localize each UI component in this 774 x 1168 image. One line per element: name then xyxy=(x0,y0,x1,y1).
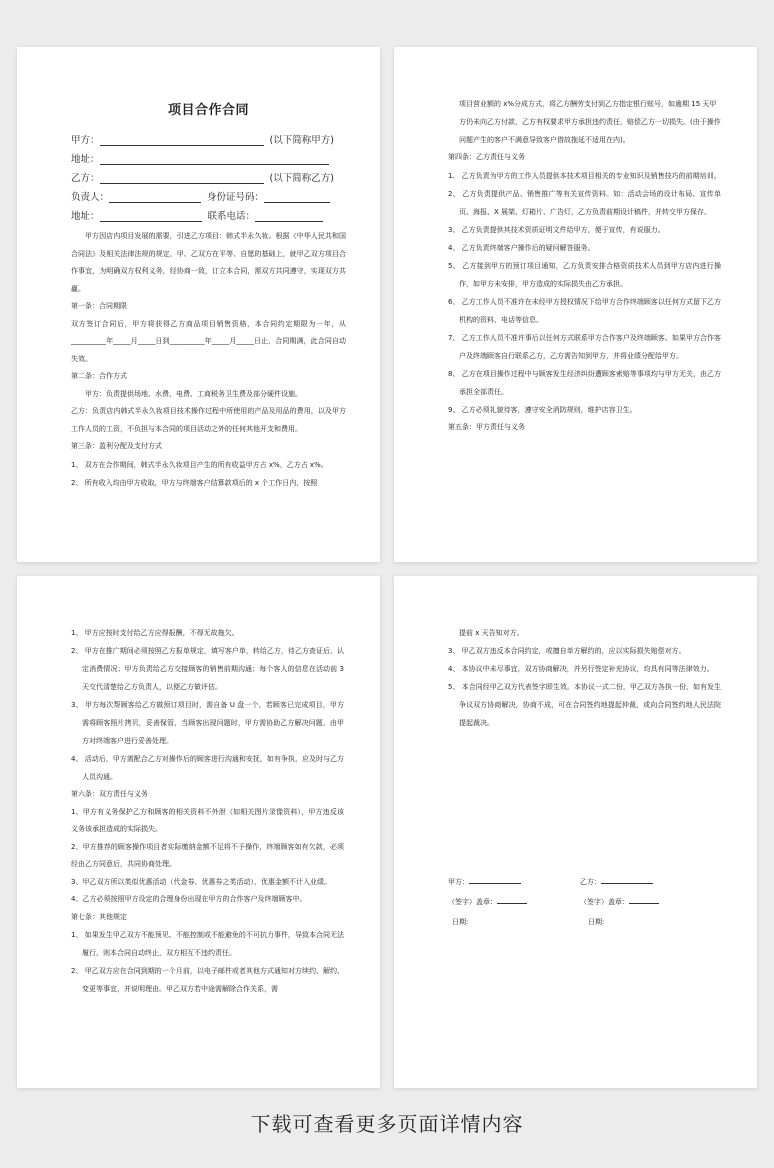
list-item: 4、 本协议中未尽事宜，双方协商解决，并另行签定补充协议，均具有同等法律效力。 xyxy=(448,665,714,673)
download-more-link[interactable]: 下载可查看更多页面详情内容 xyxy=(250,1112,524,1136)
id-blank xyxy=(264,191,330,203)
person-label: 负责人： xyxy=(71,192,110,203)
contract-page-1 xyxy=(17,47,380,562)
section-2-party-a: 甲方：负责提供场地、水费、电费、工商税务卫生费及部分硬件设施。 xyxy=(85,389,302,398)
address-label: 地址： xyxy=(71,154,100,165)
sign-a-blank xyxy=(469,875,521,884)
section-1-title: 第一条：合同期限 xyxy=(71,302,127,310)
spacer xyxy=(448,732,721,872)
seal-b-blank xyxy=(629,895,659,904)
section-7-title: 第七条：其他规定 xyxy=(71,912,127,921)
party-a-row xyxy=(71,127,346,146)
continuation-text: 提前 x 天告知对方。 xyxy=(459,629,524,637)
party-a-date xyxy=(448,912,584,932)
id-label: 身份证号码： xyxy=(207,192,265,203)
address-blank xyxy=(100,153,329,165)
contract-page-2 xyxy=(394,47,757,562)
phone-label: 联系电话： xyxy=(207,211,256,222)
date-b-label: 日期: xyxy=(588,918,605,926)
section-3-title: 第三条：盈利分配及支付方式 xyxy=(71,442,162,450)
list-item: 1、甲方有义务保护乙方和顾客的相关资料不外泄（如相关图片录像资料），甲方违反该义务该承担造成的实际损失。 xyxy=(71,807,344,833)
sign-a-label: 甲方： xyxy=(448,878,469,886)
address-row-2 xyxy=(71,203,346,222)
section-5-title: 第五条：甲方责任与义务 xyxy=(448,422,525,431)
list-item: 3、 甲方每次帮顾客给乙方做预订项目时，需自备 U 盘一个，若顾客已完成项目，甲方需将顾客照片拷贝，妥善保管，当顾客出现问题时，甲方需协助乙方解决问题，由甲方对终端客户进行妥善处理。 xyxy=(71,701,344,745)
list-item: 8、 乙方在项目操作过程中与顾客发生经济纠纷遭顾客索赔等事项均与甲方无关，由乙方承担全部责任。 xyxy=(448,369,721,396)
party-b-date xyxy=(584,912,720,932)
section-1-text: 双方签订合同后，甲方将获得乙方商品项目销售资格，本合同约定期限为一年，从__________年_____月_____日到__________年_____月_____日止，合同期满，此合同自动失效。 xyxy=(71,319,346,363)
list-item: 2、 所有收入均由甲方收取，甲方与终端客户结算款项后的 x 个工作日内，按照 xyxy=(71,478,318,487)
list-item: 4、 活动后，甲方需配合乙方对操作后的顾客进行沟通和安抚，如有争执，应及时与乙方人员沟通。 xyxy=(71,755,344,781)
list-item: 5、 本合同经甲乙双方代表签字即生效。本协议一式二份，甲乙双方各执一份，如有发生争议双方协商解决，协商不成，可在合同签约地提起仲裁，或向合同签约地人民法院提起裁决。 xyxy=(448,683,721,727)
date-a-label: 日期: xyxy=(452,918,469,926)
list-item: 3、 乙方负责提供其技术资质证明文件给甲方，便于宣传，有说服力。 xyxy=(448,225,665,234)
sign-b-label: 乙方： xyxy=(580,878,601,886)
person-row xyxy=(71,184,346,203)
list-item: 5、 乙方接到甲方的预订项目通知，乙方负责安排合格资质技术人员到甲方店内进行操作，如甲方未安排，甲方造成的实际损失由乙方承担。 xyxy=(448,261,721,288)
list-item: 1、 双方在合作期间，韩式半永久妆项目产生的所有收益甲方占 x%，乙方占 x%。 xyxy=(71,460,328,469)
phone-blank xyxy=(255,210,323,222)
list-item: 3、甲乙双方所以类似优惠活动（代金券、优惠券之类活动），优惠金额不计入业绩。 xyxy=(71,877,331,886)
list-item: 3、 甲乙双方违反本合同约定，或擅自单方解约的，应以实际损失赔偿对方。 xyxy=(448,647,686,655)
list-item: 4、 乙方负责终端客户操作后的疑问解答服务。 xyxy=(448,243,595,252)
list-item: 1、 甲方应按时支付给乙方应得报酬，不得无故拖欠。 xyxy=(71,629,239,637)
signature-row xyxy=(448,872,721,892)
list-item: 7、 乙方工作人员不准许事后以任何方式联系甲方合作客户及终端顾客。如果甲方合作客户及终端顾客自行联系乙方，乙方需告知到甲方，并将业绩分配给甲方。 xyxy=(448,333,721,360)
list-item: 1、 乙方负责为甲方的工作人员提供本技术项目相关的专业知识及销售技巧的前期培训。 xyxy=(448,171,721,180)
seal-b-label: （签字）盖章： xyxy=(580,898,629,906)
party-b-label: 乙方： xyxy=(71,173,100,184)
address-label: 地址： xyxy=(71,211,100,222)
date-row xyxy=(448,912,721,932)
seal-row xyxy=(448,892,721,912)
party-b-seal xyxy=(580,892,712,912)
party-a-note: (以下简称甲方) xyxy=(269,135,334,146)
contract-page-3 xyxy=(17,576,380,1088)
party-a-signature xyxy=(448,872,580,892)
party-b-row xyxy=(71,165,346,184)
party-a-blank xyxy=(100,134,264,146)
section-4-title: 第四条：乙方责任与义务 xyxy=(448,153,525,161)
seal-a-blank xyxy=(497,895,527,904)
party-a-label: 甲方： xyxy=(71,135,100,146)
list-item: 4、乙方必须按照甲方设定的合理身份出现在甲方的合作客户及终端顾客中。 xyxy=(71,895,307,903)
party-b-signature xyxy=(580,872,712,892)
list-item: 2、 乙方负责提供产品、销售推广等有关宣传资料。如：活动会场的设计布局、宣传单页、海报、X 展架、灯箱片、广告灯，乙方负责前期设计稿件，并转交甲方保存。 xyxy=(448,189,721,216)
section-6-title: 第六条：双方责任与义务 xyxy=(71,790,148,798)
address-blank xyxy=(100,210,202,222)
list-item: 2、 甲方在推广期间必须按照乙方报单规定，填写客户单，转给乙方，待乙方查证后，认定消费情况；甲方负责给乙方交接顾客的销售前期沟通；每个客人的信息在活动前 3 天交代清楚给乙方负责人，以便乙方做评估。 xyxy=(71,647,344,691)
intro-paragraph: 甲方因店内项目发展的需要，引进乙方项目：韩式半永久妆。根据《中华人民共和国合同法》及相关法律法规的规定，甲、乙双方在平等、自愿的基础上，就甲乙双方项目合作事宜，为明确双方权利义务，经协商一致，订立本合同，需双方共同遵守，实现双方共赢。 xyxy=(71,232,346,293)
seal-a-label: （签字）盖章： xyxy=(448,898,497,906)
sign-b-blank xyxy=(601,875,653,884)
section-2-title: 第二条：合作方式 xyxy=(71,372,127,380)
list-item: 1、 如果发生甲乙双方不能预见、不能控制或不能避免的不可抗力事件，导致本合同无法履行，则本合同自动终止，双方相互不违约责任。 xyxy=(71,931,344,957)
party-b-note: (以下简称乙方) xyxy=(269,173,334,184)
list-item: 2、 甲乙双方应在合同到期的一个月前，以电子邮件或者其他方式通知对方续约、解约、变更等事宜，并说明理由。甲乙双方若中途需解除合作关系，需 xyxy=(71,967,344,993)
list-item: 6、 乙方工作人员不准许在未经甲方授权情况下给甲方合作终端顾客以任何方式留下乙方机构的资料、电话等信息。 xyxy=(448,297,721,324)
section-2-party-b: 乙方：负责店内韩式半永久妆项目技术操作过程中所使用的产品及用品的费用，以及甲方工作人员的工资，不负担与本合同的项目活动之外的任何其他开支和费用。 xyxy=(71,407,346,433)
person-blank xyxy=(109,191,201,203)
party-b-blank xyxy=(100,172,264,184)
document-title: 项目合作合同 xyxy=(167,103,249,118)
address-row-1 xyxy=(71,146,346,165)
list-item: 9、 乙方必须礼貌待客，遵守安全消防规则，维护店容卫生。 xyxy=(448,405,637,414)
list-item: 2、甲方推荐的顾客操作项目者实际缴纳金额不足将不予操作，终端顾客如有欠款，必须经由乙方同意后，共同协商处理。 xyxy=(71,842,344,868)
continuation-text: 项目营业额的 x%分成方式，将乙方酬劳支付到乙方指定银行账号，如逾期 15 天甲方仍未向乙方付款，乙方有权要求甲方承担违约责任，赔偿乙方一切损失。(由于操作问题产生的客户不满意导致客户借故拖延不适用在内)。 xyxy=(459,100,721,144)
contract-page-4 xyxy=(394,576,757,1088)
party-a-seal xyxy=(448,892,580,912)
